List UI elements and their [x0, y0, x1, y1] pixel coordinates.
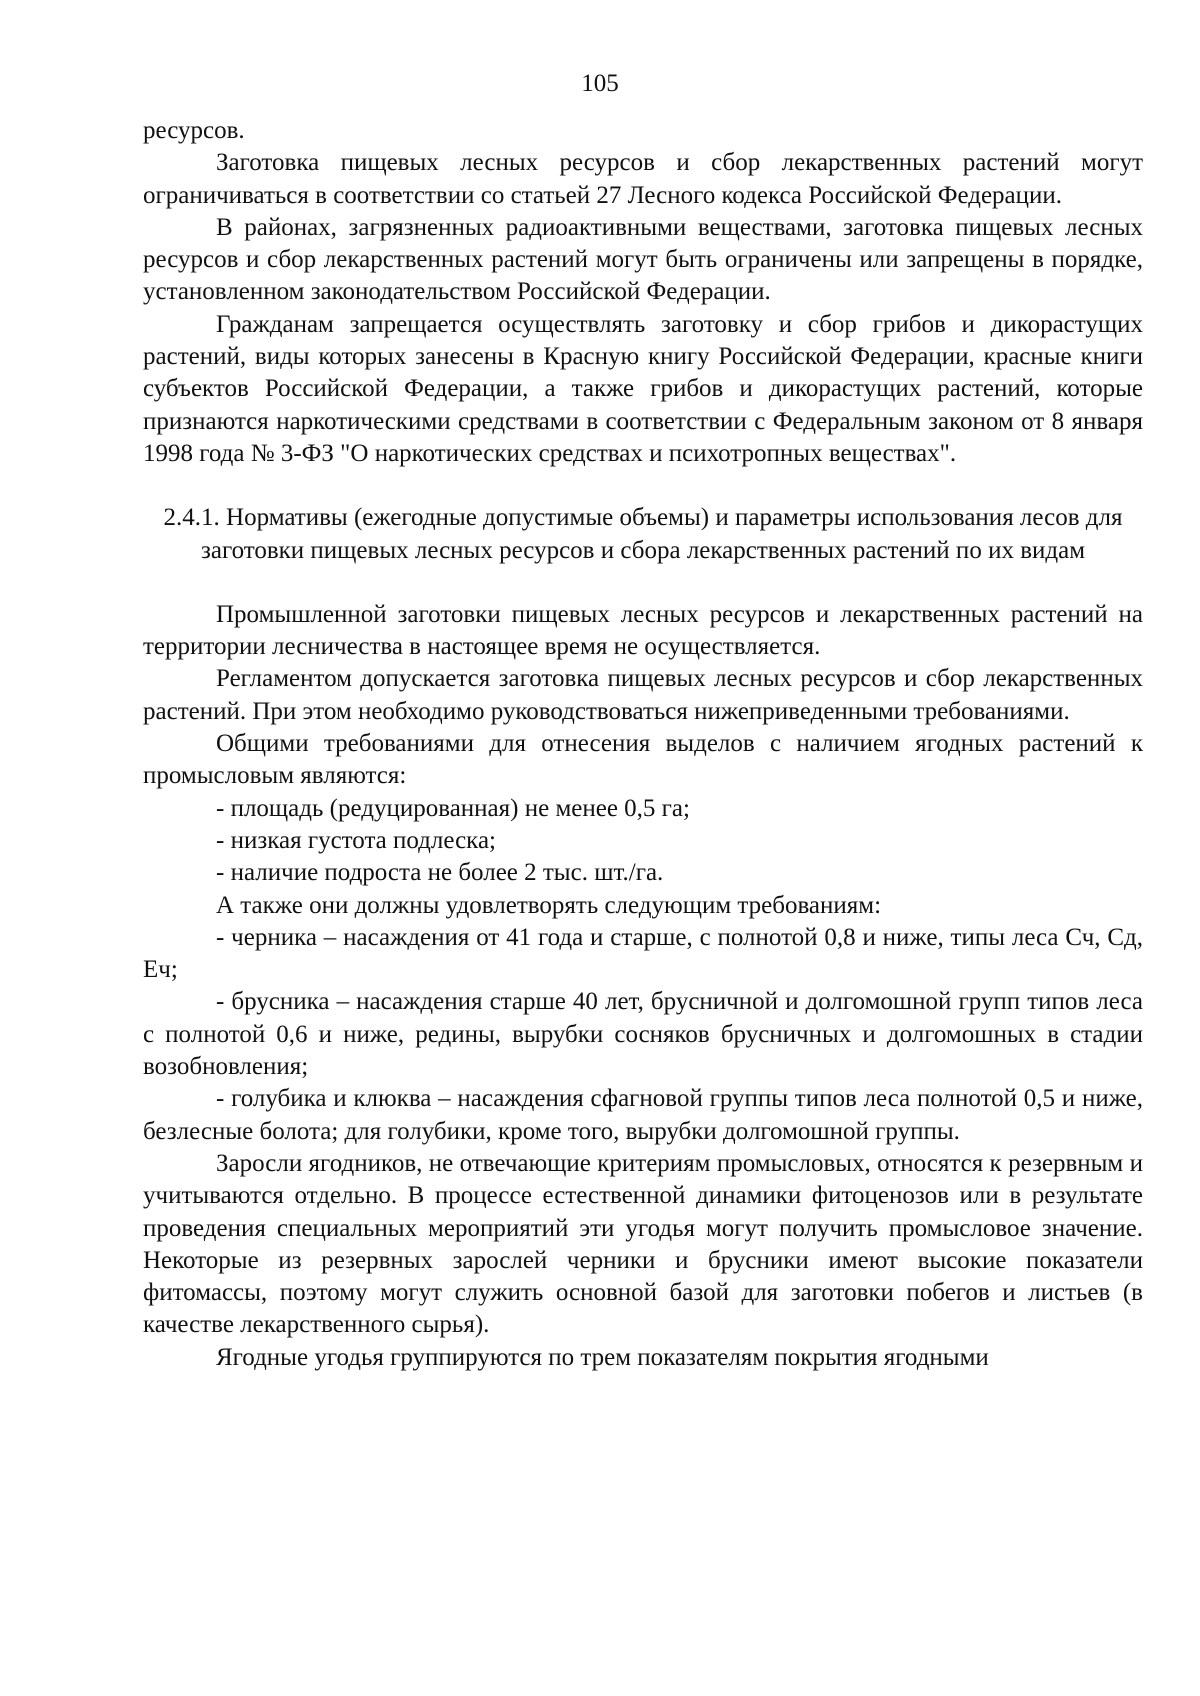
paragraph: Заготовка пищевых лесных ресурсов и сбор лекарственных растений могут ограничиваться в соответствии со статьей 27 Лесного кодекса Российской Федерации.: [143, 149, 1143, 209]
paragraph-continuation: ресурсов.: [143, 117, 245, 144]
page-body: [143, 115, 1143, 1374]
page-number: 105: [581, 70, 619, 97]
list-item: - черника – насаждения от 41 года и старше, с полнотой 0,8 и ниже, типы леса Сч, Сд, Еч;: [143, 923, 1143, 984]
paragraph: Заросли ягодников, не отвечающие критериям промысловых, относятся к резервным и учитываются отдельно. В процессе естественной динамики фитоценозов или в результате проведения специальных мероприятий эти угодья могут получить промысловое значение. Некоторые из резервных зарослей черники и брусники имеют высокие показатели фитомассы, поэтому могут служить основной базой для заготовки побегов и листьев (в качестве лекарственного сырья).: [143, 1149, 1143, 1339]
paragraph: Ягодные угодья группируются по трем показателям покрытия ягодными: [216, 1343, 989, 1371]
paragraph: А также они должны удовлетворять следующим требованиям:: [216, 891, 882, 919]
paragraph: Гражданам запрещается осуществлять заготовку и сбор грибов и дикорастущих растений, виды которых занесены в Красную книгу Российской Федерации, красные книги субъектов Российской Федерации, а также грибов и дикорастущих растений, которые признаются наркотическими средствами в соответствии с Федеральным законом от 8 января 1998 года № 3-ФЗ "О наркотических средствах и психотропных веществах".: [143, 310, 1143, 467]
list-item: - брусника – насаждения старше 40 лет, брусничной и долгомошной групп типов леса с полнотой 0,6 и ниже, редины, вырубки сосняков брусничных и долгомошных в стадии возобновления;: [143, 988, 1143, 1081]
list-item: - наличие подроста не более 2 тыс. шт./га.: [216, 859, 664, 887]
paragraph: Регламентом допускается заготовка пищевых лесных ресурсов и сбор лекарственных растений. При этом необходимо руководствоваться нижеприведенными требованиями.: [143, 665, 1143, 725]
paragraph: Общими требованиями для отнесения выделов с наличием ягодных растений к промысловым являются:: [143, 730, 1143, 790]
list-item: - площадь (редуцированная) не менее 0,5 га;: [216, 794, 690, 822]
paragraph: Промышленной заготовки пищевых лесных ресурсов и лекарственных растений на территории лесничества в настоящее время не осуществляется.: [143, 600, 1143, 661]
section-heading: 2.4.1. Нормативы (ежегодные допустимые объемы) и параметры использования лесов для заготовки пищевых лесных ресурсов и сбора лекарственных растений по их видам: [163, 504, 1123, 564]
list-item: - низкая густота подлеска;: [216, 826, 496, 854]
list-item: - голубика и клюква – насаждения сфагновой группы типов леса полнотой 0,5 и ниже, безлесные болота; для голубики, кроме того, вырубки долгомошной группы.: [143, 1085, 1143, 1145]
paragraph: В районах, загрязненных радиоактивными веществами, заготовка пищевых лесных ресурсов и сбор лекарственных растений могут быть ограничены или запрещены в порядке, установленном законодательством Российской Федерации.: [143, 213, 1143, 306]
